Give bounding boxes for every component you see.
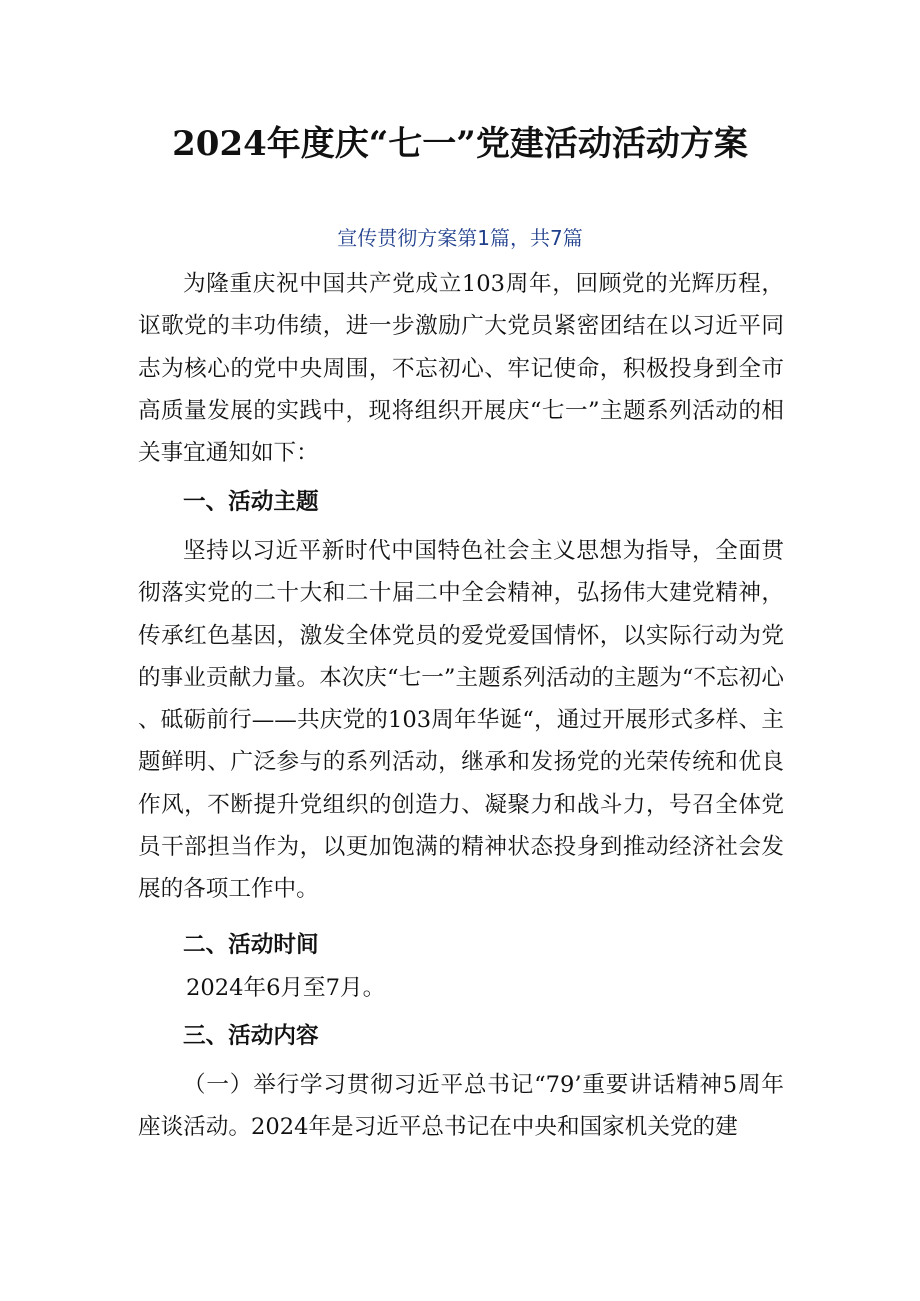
intro-paragraph: 为隆重庆祝中国共产党成立103周年，回顾党的光辉历程，讴歌党的丰功伟绩，进一步激励广大党员紧密团结在以习近平同志为核心的党中央周围，不忘初心、牢记使命，积极投身到全市高质量发展的实践中，现将组织开展庆“七一”主题系列活动的相关事宜通知如下：: [138, 271, 784, 467]
section-heading-theme: 一、活动主题: [183, 489, 319, 515]
section-body-content: （一）举行学习贯彻习近平总书记“79’重要讲话精神5周年座谈活动。2024年是习近平总书记在中央和国家机关党的建: [138, 1072, 784, 1141]
section-heading-time: 二、活动时间: [183, 932, 319, 958]
document-subtitle: 宣传贯彻方案第1篇，共7篇: [337, 226, 583, 250]
document-title: 2024年度庆“七一”党建活动活动方案: [172, 124, 748, 164]
section-heading-content: 三、活动内容: [183, 1023, 319, 1049]
section-body-time: 2024年6月至7月。: [186, 975, 386, 1001]
section-body-theme: 坚持以习近平新时代中国特色社会主义思想为指导，全面贯彻落实党的二十大和二十届二中全会精神，弘扬伟大建党精神，传承红色基因，激发全体党员的爱党爱国情怀，以实际行动为党的事业贡献力量。本次庆“七一”主题系列活动的主题为“不忘初心、砥砺前行——共庆党的103周年华诞“，通过开展形式多样、主题鲜明、广泛参与的系列活动，继承和发扬党的光荣传统和优良作风，不断提升党组织的创造力、凝聚力和战斗力，号召全体党员干部担当作为，以更加饱满的精神状态投身到推动经济社会发展的各项工作中。: [138, 538, 784, 903]
